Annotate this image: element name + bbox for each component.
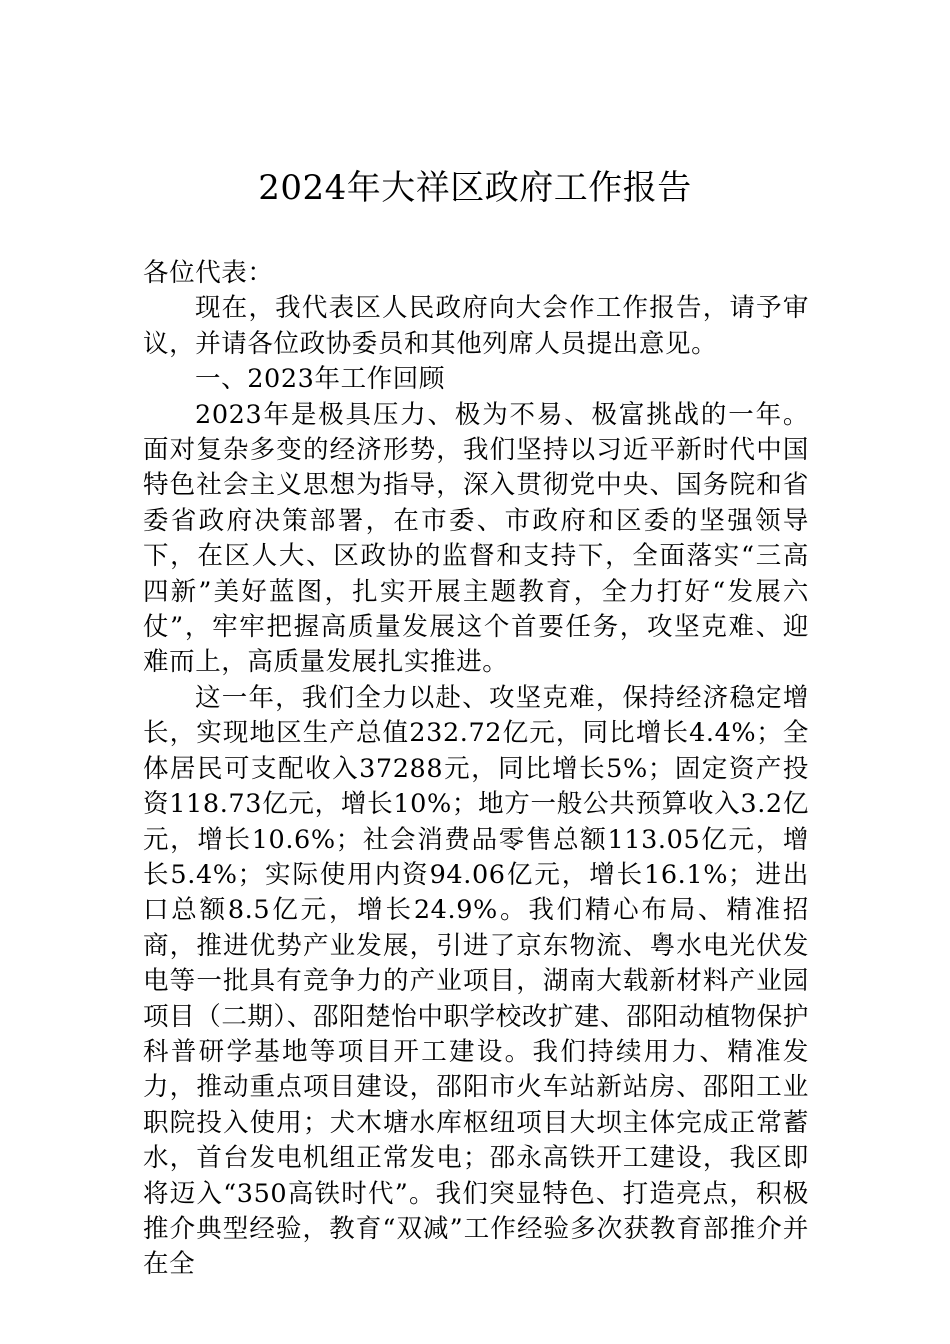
document-title: 2024年大祥区政府工作报告 (258, 168, 692, 208)
paragraph-intro: 现在，我代表区人民政府向大会作工作报告，请予审议，并请各位政协委员和其他列席人员提出意见。 (143, 293, 809, 359)
section-heading: 一、2023年工作回顾 (195, 364, 445, 395)
salutation: 各位代表： (143, 258, 274, 288)
paragraph-achievements: 这一年，我们全力以赴、攻坚克难，保持经济稳定增长，实现地区生产总值232.72亿元，同比增长4.4%；全体居民可支配收入37288元，同比增长5%；固定资产投资118.73亿元，增长10%；地方一般公共预算收入3.2亿元，增长10.6%；社会消费品零售总额113.05亿元，增长5.4%；实际使用内资94.06亿元，增长16.1%；进出口总额8.5亿元，增长24.9%。我们精心布局、精准招商，推进优势产业发展，引进了京东物流、粤水电光伏发电等一批具有竞争力的产业项目，湖南大载新材料产业园项目（二期）、邵阳楚怡中职学校改扩建、邵阳动植物保护科普研学基地等项目开工建设。我们持续用力、精准发力，推动重点项目建设，邵阳市火车站新站房、邵阳工业职院投入使用；犬木塘水库枢纽项目大坝主体完成正常蓄水，首台发电机组正常发电；邵永高铁开工建设，我区即将迈入“350高铁时代”。我们突显特色、打造亮点，积极推介典型经验，教育“双减”工作经验多次获教育部推介并在全 (143, 682, 809, 1280)
document-body (143, 256, 809, 1283)
paragraph-overview: 2023年是极具压力、极为不易、极富挑战的一年。面对复杂多变的经济形势，我们坚持以习近平新时代中国特色社会主义思想为指导，深入贯彻党中央、国务院和省委省政府决策部署，在市委、市政府和区委的坚强领导下，在区人大、区政协的监督和支持下，全面落实“三高四新”美好蓝图，扎实开展主题教育，全力打好“发展六仗”，牢牢把握高质量发展这个首要任务，攻坚克难、迎难而上，高质量发展扎实推进。 (143, 399, 809, 678)
